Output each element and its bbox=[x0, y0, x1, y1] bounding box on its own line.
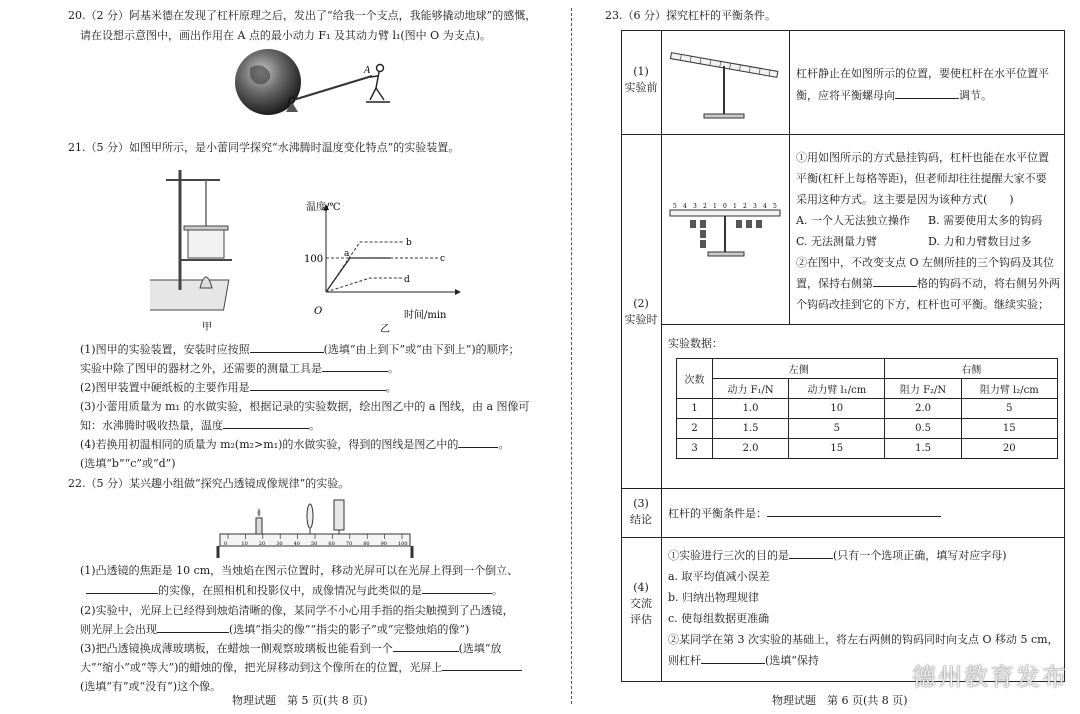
ruler-tick-label: 10 bbox=[241, 541, 248, 547]
q21-s2: (2)图甲装置中硬纸板的主要作用是 。 bbox=[80, 381, 397, 394]
row2-p6: 个钩码改挂到它的下方，杠杆也可平衡。继续实验； bbox=[796, 298, 1049, 311]
optical-bench-figure bbox=[212, 494, 418, 560]
q22-s3c: 大”“缩小”或“等大”)的蜡烛的像，把光屏移动到这个像所在的位置，光屏上 bbox=[80, 660, 522, 676]
graph-label-a: a bbox=[344, 249, 350, 259]
graph-label-c: c bbox=[440, 254, 446, 264]
ruler-tick-label: 80 bbox=[363, 541, 370, 547]
graph-tick-100: 100 bbox=[304, 254, 324, 265]
row3-label: (3) 结论 bbox=[630, 497, 652, 526]
lever-mark-label: 1 bbox=[713, 203, 717, 210]
q21-s1: (1)图甲的实验装置，安装时应按照 (选填“由上到下”或“由下到上”)的顺序； bbox=[80, 343, 520, 356]
th-times: 次数 bbox=[677, 359, 713, 399]
row2-p2: 平衡(杠杆上每格等距)，但老师却往往提醒大家不要 bbox=[796, 172, 1047, 185]
table-row: 1 1.0 10 2.0 5 bbox=[677, 399, 1058, 419]
graph-ylabel: 温度/℃ bbox=[306, 202, 341, 213]
graph-label-d: d bbox=[404, 275, 410, 285]
right-footer: 物理试题 第 6 页(共 8 页) bbox=[772, 694, 908, 707]
fig-yi-label: 乙 bbox=[380, 324, 390, 335]
hook-weights-left bbox=[690, 220, 706, 248]
q21-s3a: (3)小蕾用质量为 m₁ 的水做实验，根据记录的实验数据，绘出图乙中的 a 图线，由 a 图像可 bbox=[80, 400, 530, 413]
light-screen-icon bbox=[334, 500, 344, 534]
row1-text1: 杠杆静止在如图所示的位置，要使杠杆在水平位置平 bbox=[796, 67, 1049, 80]
q22-s2b: 则光屏上会出现 (选填“指尖的像”“指尖的影子”或“完整烛焰的像”) bbox=[80, 623, 470, 636]
ruler-tick-label: 40 bbox=[293, 541, 300, 547]
lever-scale-marks bbox=[673, 203, 777, 210]
lever-mark-label: 2 bbox=[743, 203, 747, 210]
row4-b: b. 归纳出物理规律 bbox=[668, 591, 760, 604]
q21-intro: 21.（5 分）如图甲所示，是小蕾同学探究“水沸腾时温度变化特点”的实验装置。 bbox=[68, 141, 460, 154]
row4-t1: ①实验进行三次的目的是 (只有一个选项正确，填写对应字母) bbox=[668, 549, 1007, 562]
lever-hooks-figure bbox=[664, 190, 786, 260]
data-table bbox=[676, 358, 1058, 459]
row2-optD: D. 力和力臂数目过多 bbox=[928, 235, 1032, 248]
th-f1: 动力 F₁/N bbox=[713, 379, 789, 399]
graph-line-a bbox=[326, 258, 390, 292]
row4-c: c. 使每组数据更准确 bbox=[668, 612, 770, 625]
row2-p4: ②在图中，不改变支点 O 左侧所挂的三个钩码及其位 bbox=[796, 256, 1055, 269]
boiling-apparatus-figure bbox=[150, 160, 260, 335]
lever-mark-label: 4 bbox=[763, 203, 767, 210]
earth-lever-figure bbox=[230, 46, 410, 118]
q21-s4a: (4)若换用初温相同的质量为 m₂(m₂>m₁)的水做实验，得到的图线是图乙中的 。 bbox=[80, 438, 510, 451]
q22-s1a: (1)凸透镜的焦距是 10 cm，当烛焰在图示位置时，移动光屏可以在光屏上得到一个倒立、 bbox=[80, 564, 519, 577]
point-o-label: O bbox=[288, 96, 296, 107]
ruler-tick-label: 50 bbox=[311, 541, 318, 547]
fig-jia-label: 甲 bbox=[202, 322, 212, 333]
lever-mark-label: 0 bbox=[723, 203, 727, 210]
q22-intro: 22.（5 分）某兴趣小组做“探究凸透镜成像规律”的实验。 bbox=[68, 477, 350, 490]
q20-line1: 20.（2 分）阿基米德在发现了杠杆原理之后，发出了“给我一个支点，我能够撬动地球”的感慨， bbox=[68, 9, 537, 22]
th-l2: 阻力臂 l₂/cm bbox=[961, 379, 1057, 399]
ruler-tick-label: 100 bbox=[398, 541, 408, 547]
th-f2: 阻力 F₂/N bbox=[885, 379, 961, 399]
row2-optB: B. 需要使用太多的钩码 bbox=[928, 214, 1043, 227]
data-title: 实验数据： bbox=[668, 337, 723, 350]
ruler-tick-label: 90 bbox=[380, 541, 387, 547]
q21-s3b: 知：水沸腾时吸收热量，温度 。 bbox=[80, 419, 320, 432]
q20-line2: 请在设想示意图中，画出作用在 A 点的最小动力 F₁ 及其动力臂 l₁(图中 O 为支点)。 bbox=[80, 29, 491, 42]
graph-line-b bbox=[326, 242, 404, 292]
graph-label-b: b bbox=[406, 238, 412, 248]
q22-s3d: (选填“有”或“没有”)这个像。 bbox=[80, 680, 222, 693]
row2-p1: ①用如图所示的方式悬挂钩码，杠杆也能在水平位置 bbox=[796, 151, 1049, 164]
ruler-tick-label: 0 bbox=[224, 541, 228, 547]
row4-label: (4) 交流 评估 bbox=[630, 581, 652, 626]
lever-tilted-figure bbox=[664, 44, 786, 124]
graph-xlabel: 时间/min bbox=[404, 310, 447, 321]
q22-s1b: 的实像，在照相机和投影仪中，成像情况与此类似的是 。 bbox=[86, 583, 503, 599]
table-row: 3 2.0 15 1.5 20 bbox=[677, 439, 1058, 459]
row1-label: (1) 实验前 bbox=[624, 65, 658, 94]
q21-s4b: (选填“b”“c”或“d”) bbox=[80, 457, 176, 470]
row2-p3: 采用这种方式。这主要是因为该种方式( ) bbox=[796, 193, 1014, 206]
point-a-label: A bbox=[364, 65, 371, 76]
row4-t2: ②某同学在第 3 次实验的基础上，将左右两侧的钩码同时向支点 O 移动 5 cm， bbox=[668, 633, 1059, 646]
left-footer: 物理试题 第 5 页(共 8 页) bbox=[232, 694, 368, 707]
lever-mark-label: 2 bbox=[703, 203, 707, 210]
row2-optA: A. 一个人无法独立操作 bbox=[796, 214, 910, 227]
row4-t3: 则杠杆 (选填“保持 bbox=[668, 654, 819, 667]
q22-s2a: (2)实验中，光屏上已经得到烛焰清晰的像，某同学不小心用手指的指尖触摸到了凸透镜， bbox=[80, 604, 514, 617]
lever-mark-label: 1 bbox=[733, 203, 737, 210]
row2-p5: 置，保持右侧第 格的钩码不动，将右侧另外两 bbox=[796, 277, 1060, 290]
row1-text2: 衡，应将平衡螺母向 调节。 bbox=[796, 89, 992, 102]
th-left-side: 左侧 bbox=[713, 359, 885, 379]
lever-mark-label: 3 bbox=[693, 203, 697, 210]
th-l1: 动力臂 l₁/cm bbox=[789, 379, 885, 399]
q23-intro: 23.（6 分）探究杠杆的平衡条件。 bbox=[605, 9, 776, 22]
ruler-tick-label: 70 bbox=[345, 541, 353, 547]
graph-origin: O bbox=[314, 306, 323, 317]
table-row: 2 1.5 5 0.5 15 bbox=[677, 419, 1058, 439]
graph-line-d bbox=[326, 278, 402, 292]
q21-s1c: 实验中除了图甲的器材之外，还需要的测量工具是 。 bbox=[80, 362, 399, 375]
ruler-tick-label: 30 bbox=[276, 541, 283, 547]
lever-mark-label: 3 bbox=[753, 203, 757, 210]
row2-label: (2) 实验时 bbox=[624, 297, 658, 326]
ruler-tick-label: 20 bbox=[258, 541, 266, 547]
row2-optC: C. 无法测量力臂 bbox=[796, 235, 878, 248]
page-divider bbox=[571, 8, 572, 704]
hook-weights-right bbox=[736, 220, 762, 228]
candle-icon bbox=[256, 508, 262, 534]
q22-s3a: (3)把凸透镜换成薄玻璃板，在蜡烛一侧观察玻璃板也能看到一个 (选填“放 bbox=[80, 642, 502, 655]
row4-a: a. 取平均值减小误差 bbox=[668, 570, 770, 583]
lever-mark-label: 5 bbox=[673, 203, 677, 210]
lever-mark-label: 4 bbox=[683, 203, 687, 210]
ruler-tick-label: 60 bbox=[328, 541, 335, 547]
watermark: 德州教育发布 bbox=[912, 663, 1068, 691]
row3-text: 杠杆的平衡条件是： bbox=[668, 506, 941, 522]
convex-lens-icon bbox=[307, 504, 313, 534]
temperature-graph bbox=[300, 196, 470, 336]
lever-bar bbox=[290, 76, 372, 101]
lever-mark-label: 5 bbox=[773, 203, 777, 210]
th-right-side: 右侧 bbox=[885, 359, 1058, 379]
